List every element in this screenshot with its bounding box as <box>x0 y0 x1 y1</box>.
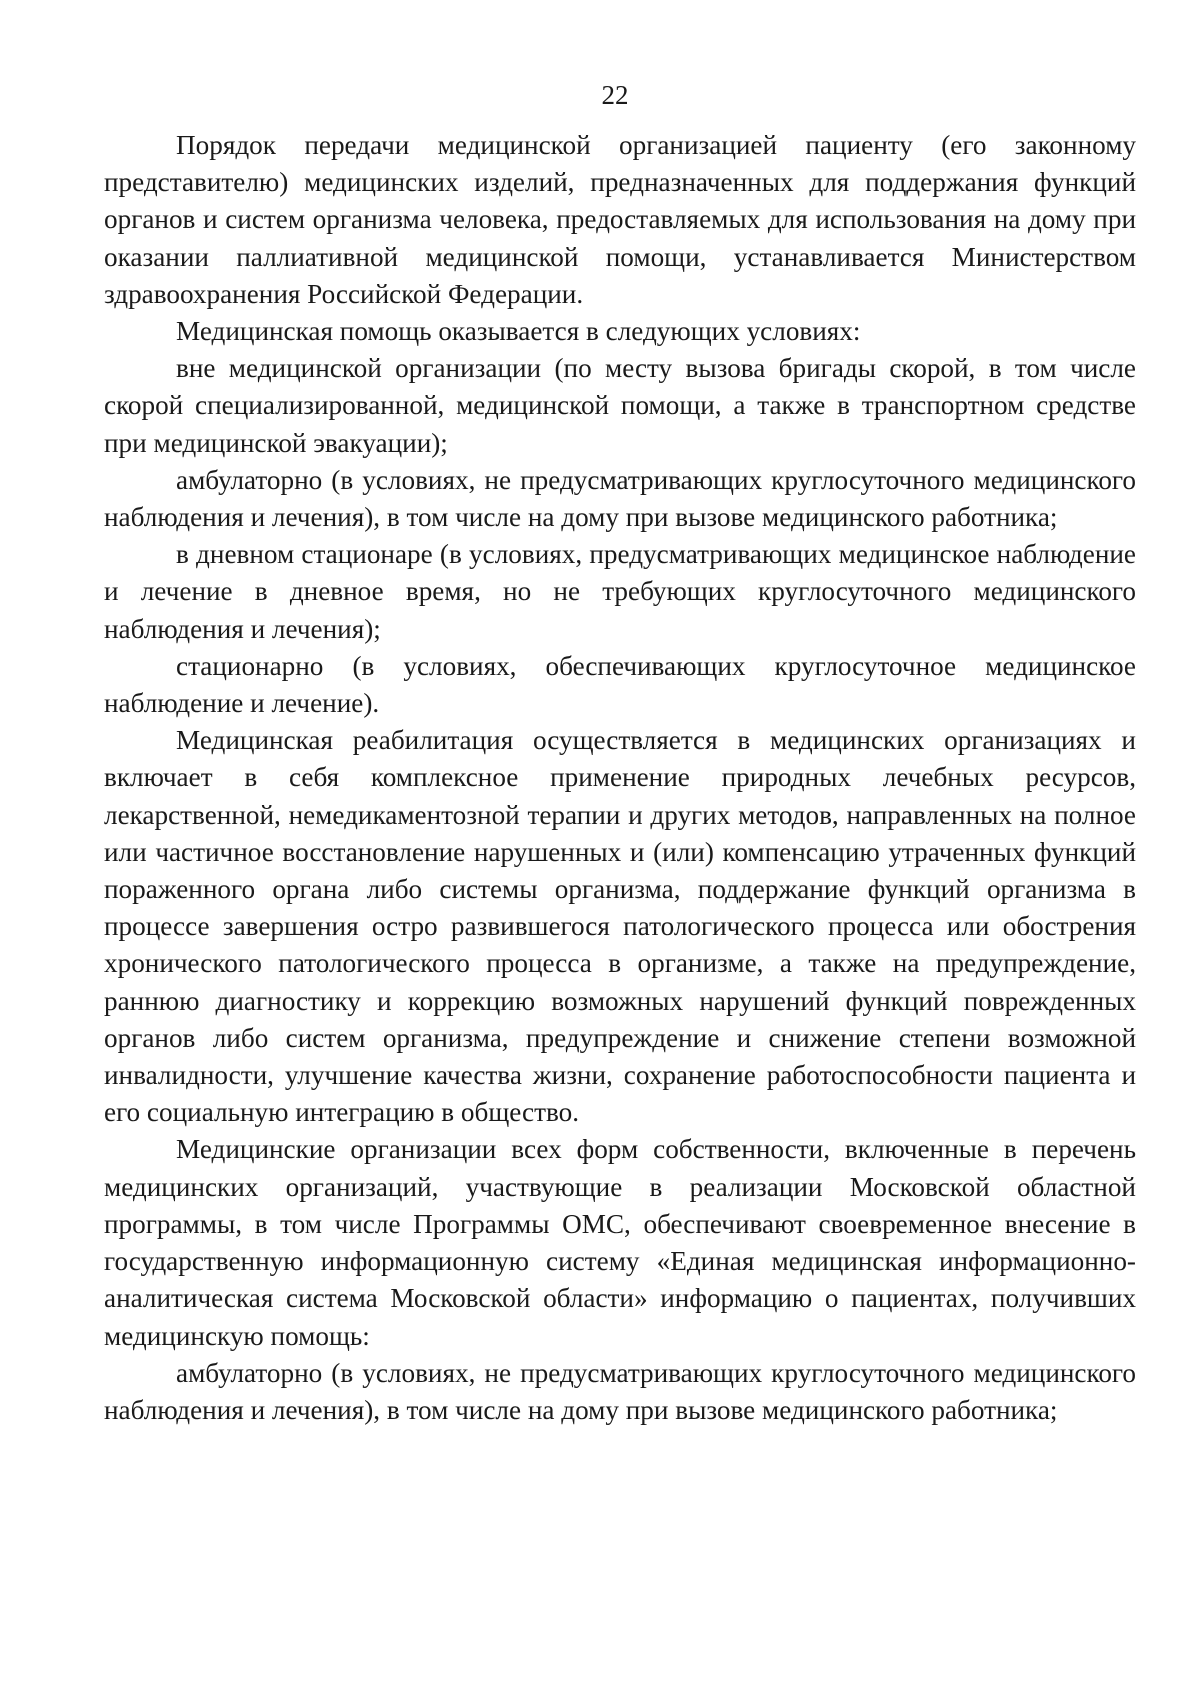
paragraph-device-transfer: Порядок передачи медицинской организацией пациенту (его законному представителю) медицинских изделий, предназначенных для поддержания функций органов и систем организма человека, предоставляемых для использования на дому при оказании паллиативной медицинской помощи, устанавливается Министерством здравоохранения Российской Федерации. <box>104 130 1136 309</box>
paragraph-information-system: Медицинские организации всех форм собственности, включенные в перечень медицинских организаций, участвующие в реализации Московской областной программы, в том числе Программы ОМС, обеспечивают своевременное внесение в государственную информационную систему «Единая медицинская информационно-аналитическая система Московской области» информацию о пациентах, получивших медицинскую помощь: <box>104 1134 1136 1351</box>
paragraph-outside-organization: вне медицинской организации (по месту вызова бригады скорой, в том числе скорой специализированной, медицинской помощи, а также в транспортном средстве при медицинской эвакуации); <box>104 353 1136 458</box>
page-number: 22 <box>601 80 629 110</box>
paragraph-care-conditions-intro: Медицинская помощь оказывается в следующих условиях: <box>176 316 861 347</box>
paragraph-day-hospital: в дневном стационаре (в условиях, предусматривающих медицинское наблюдение и лечение в дневное время, но не требующих круглосуточного медицинского наблюдения и лечения); <box>104 539 1136 644</box>
paragraph-inpatient: стационарно (в условиях, обеспечивающих круглосуточное медицинское наблюдение и лечение). <box>104 650 1136 719</box>
paragraph-outpatient-repeat: амбулаторно (в условиях, не предусматривающих круглосуточного медицинского наблюдения и лечения), в том числе на дому при вызове медицинского работника; <box>104 1357 1136 1425</box>
paragraph-rehabilitation: Медицинская реабилитация осуществляется в медицинских организациях и включает в себя комплексное применение природных лечебных ресурсов, лекарственной, немедикаментозной терапии и других методов, направленных на полное или частичное восстановление нарушенных и (или) компенсацию утраченных функций пораженного органа либо системы организма, поддержание функций организма в процессе завершения остро развившегося патологического процесса или обострения хронического патологического процесса в организме, а также на предупреждение, раннюю диагностику и коррекцию возможных нарушений функций поврежденных органов либо систем организма, предупреждение и снижение степени возможной инвалидности, улучшение качества жизни, сохранение работоспособности пациента и его социальную интеграцию в общество. <box>104 725 1136 1128</box>
paragraph-outpatient: амбулаторно (в условиях, не предусматривающих круглосуточного медицинского наблюдения и лечения), в том числе на дому при вызове медицинского работника; <box>104 464 1136 533</box>
document-body <box>104 127 1136 1429</box>
